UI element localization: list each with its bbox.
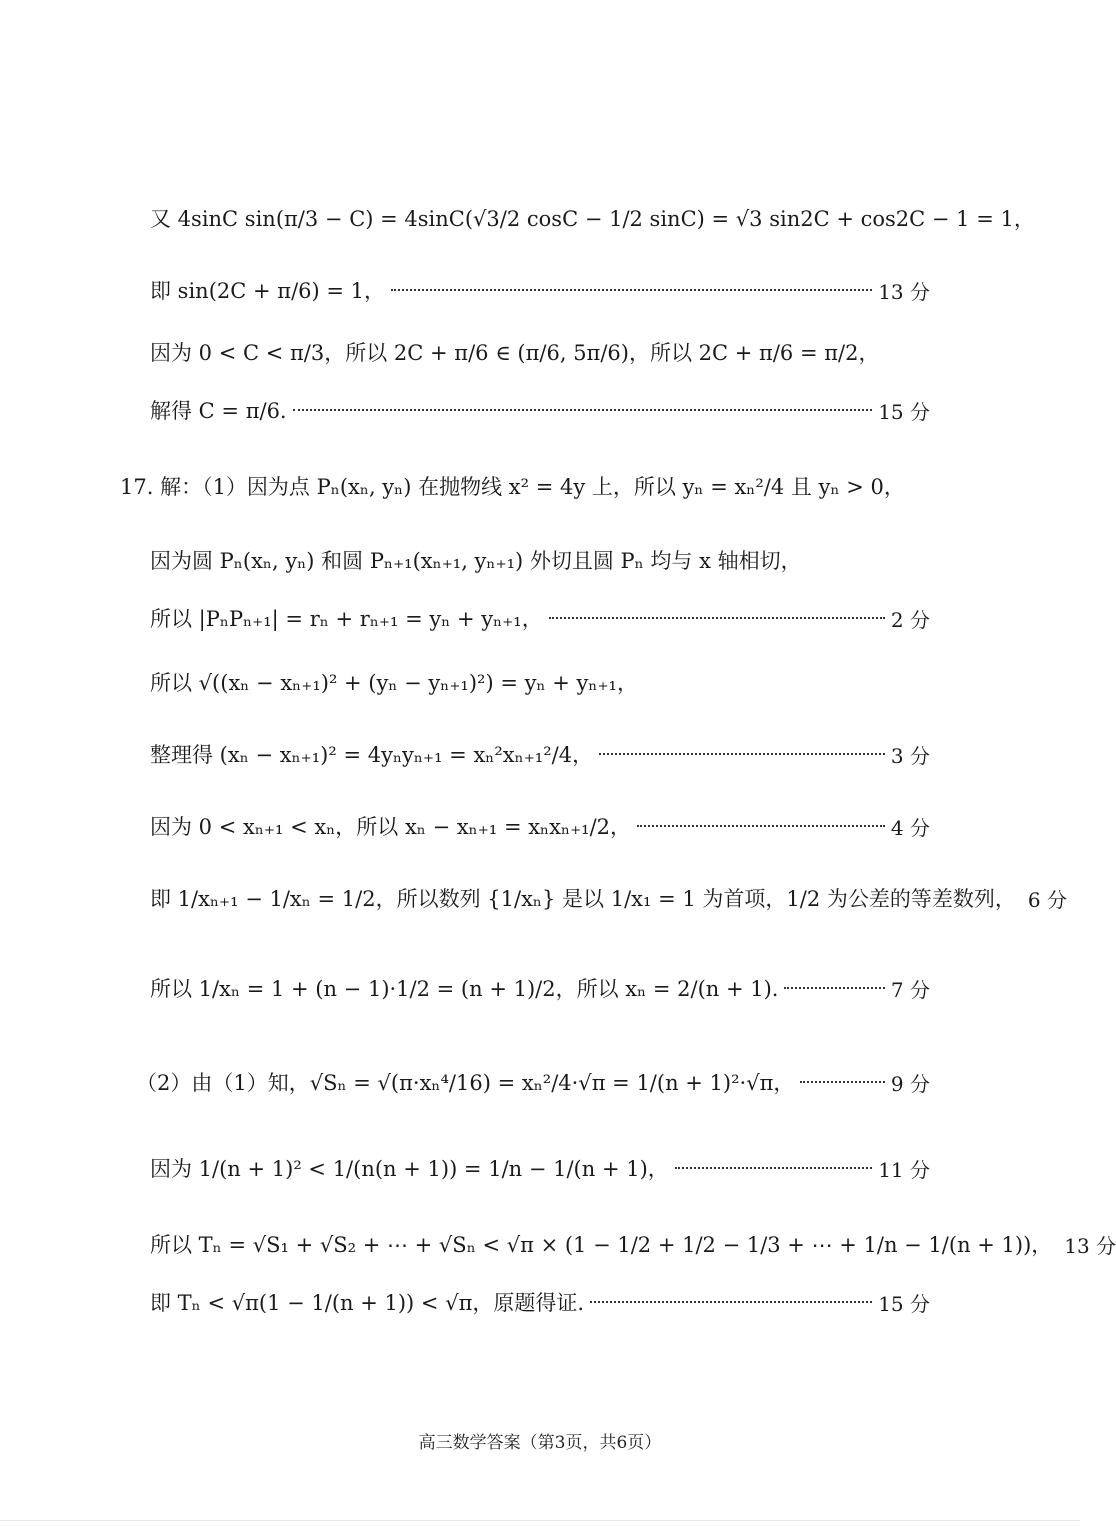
- leader-dots: [590, 1301, 872, 1303]
- leader-dots: [549, 617, 885, 619]
- leader-dots: [599, 753, 885, 755]
- score-label: 13 分: [878, 279, 930, 304]
- score-label: 2 分: [890, 607, 930, 632]
- line-3: [150, 322, 930, 382]
- score-label: 15 分: [878, 399, 930, 424]
- line-1: [150, 188, 1035, 248]
- line-9-text: 整理得 (xₙ − xₙ₊₁)² = 4yₙyₙ₊₁ = xₙ²xₙ₊₁²/4，: [150, 743, 594, 767]
- line-7-text: 所以 |PₙPₙ₊₁| = rₙ + rₙ₊₁ = yₙ + yₙ₊₁，: [150, 607, 543, 631]
- leader-dots: [800, 1081, 885, 1083]
- line-2-text: 即 sin(2C + π/6) = 1，: [150, 279, 385, 303]
- line-6-text: 因为圆 Pₙ(xₙ, yₙ) 和圆 Pₙ₊₁(xₙ₊₁, yₙ₊₁) 外切且圆 Pₙ 均与 x 轴相切，: [150, 549, 802, 573]
- line-16: [150, 1272, 930, 1332]
- score-label: 9 分: [890, 1071, 930, 1096]
- leader-dots: [784, 987, 884, 989]
- score-label: 7 分: [890, 977, 930, 1002]
- line-9: [150, 724, 930, 784]
- line-8-text: 所以 √((xₙ − xₙ₊₁)² + (yₙ − yₙ₊₁)²) = yₙ + yₙ₊₁，: [150, 671, 638, 695]
- leader-dots: [293, 409, 873, 411]
- score-label: 4 分: [890, 815, 930, 840]
- line-6: [150, 530, 930, 590]
- line-10: [150, 796, 930, 856]
- score-label: 3 分: [890, 743, 930, 768]
- score-label: 15 分: [878, 1291, 930, 1316]
- score-label: 13 分: [1064, 1233, 1116, 1258]
- line-2: [150, 260, 930, 320]
- line-12: [150, 958, 930, 1018]
- line-13-text: （2）由（1）知，√Sₙ = √(π·xₙ⁴/16) = xₙ²/4·√π = 1/(n + 1)²·√π，: [136, 1071, 795, 1095]
- line-15: [150, 1214, 1116, 1274]
- line-5: [120, 456, 930, 516]
- line-3-text: 因为 0 < C < π/3，所以 2C + π/6 ∈ (π/6, 5π/6)，所以 2C + π/6 = π/2，: [150, 341, 880, 365]
- score-label: 6 分: [1027, 887, 1067, 912]
- line-11: [150, 868, 1067, 928]
- line-7: [150, 588, 930, 648]
- line-12-text: 所以 1/xₙ = 1 + (n − 1)·1/2 = (n + 1)/2，所以 xₙ = 2/(n + 1).: [150, 977, 779, 1001]
- line-14: [150, 1138, 930, 1198]
- bottom-divider: [0, 1520, 1080, 1521]
- line-11-text: 即 1/xₙ₊₁ − 1/xₙ = 1/2，所以数列 {1/xₙ} 是以 1/x₁ = 1 为首项，1/2 为公差的等差数列，: [150, 887, 1016, 911]
- leader-dots: [675, 1167, 872, 1169]
- line-4: [150, 380, 930, 440]
- line-14-text: 因为 1/(n + 1)² < 1/(n(n + 1)) = 1/n − 1/(n + 1)，: [150, 1157, 669, 1181]
- line-10-text: 因为 0 < xₙ₊₁ < xₙ，所以 xₙ − xₙ₊₁ = xₙxₙ₊₁/2，: [150, 815, 632, 839]
- score-label: 11 分: [878, 1157, 930, 1182]
- line-15-text: 所以 Tₙ = √S₁ + √S₂ + ⋯ + √Sₙ < √π × (1 − 1/2 + 1/2 − 1/3 + ⋯ + 1/n − 1/(n + 1))，: [150, 1233, 1053, 1257]
- line-8: [150, 652, 930, 712]
- page-footer: 高三数学答案（第3页，共6页）: [418, 1433, 662, 1453]
- leader-dots: [391, 289, 872, 291]
- leader-dots: [637, 825, 885, 827]
- line-4-text: 解得 C = π/6.: [150, 399, 287, 423]
- line-16-text: 即 Tₙ < √π(1 − 1/(n + 1)) < √π，原题得证.: [150, 1291, 585, 1315]
- line-1-text: 又 4sinC sin(π/3 − C) = 4sinC(√3/2 cosC − 1/2 sinC) = √3 sin2C + cos2C − 1 = 1，: [150, 207, 1035, 231]
- line-5-text: 17. 解：（1）因为点 Pₙ(xₙ, yₙ) 在抛物线 x² = 4y 上，所以 yₙ = xₙ²/4 且 yₙ > 0，: [120, 475, 905, 499]
- line-13: [136, 1052, 930, 1112]
